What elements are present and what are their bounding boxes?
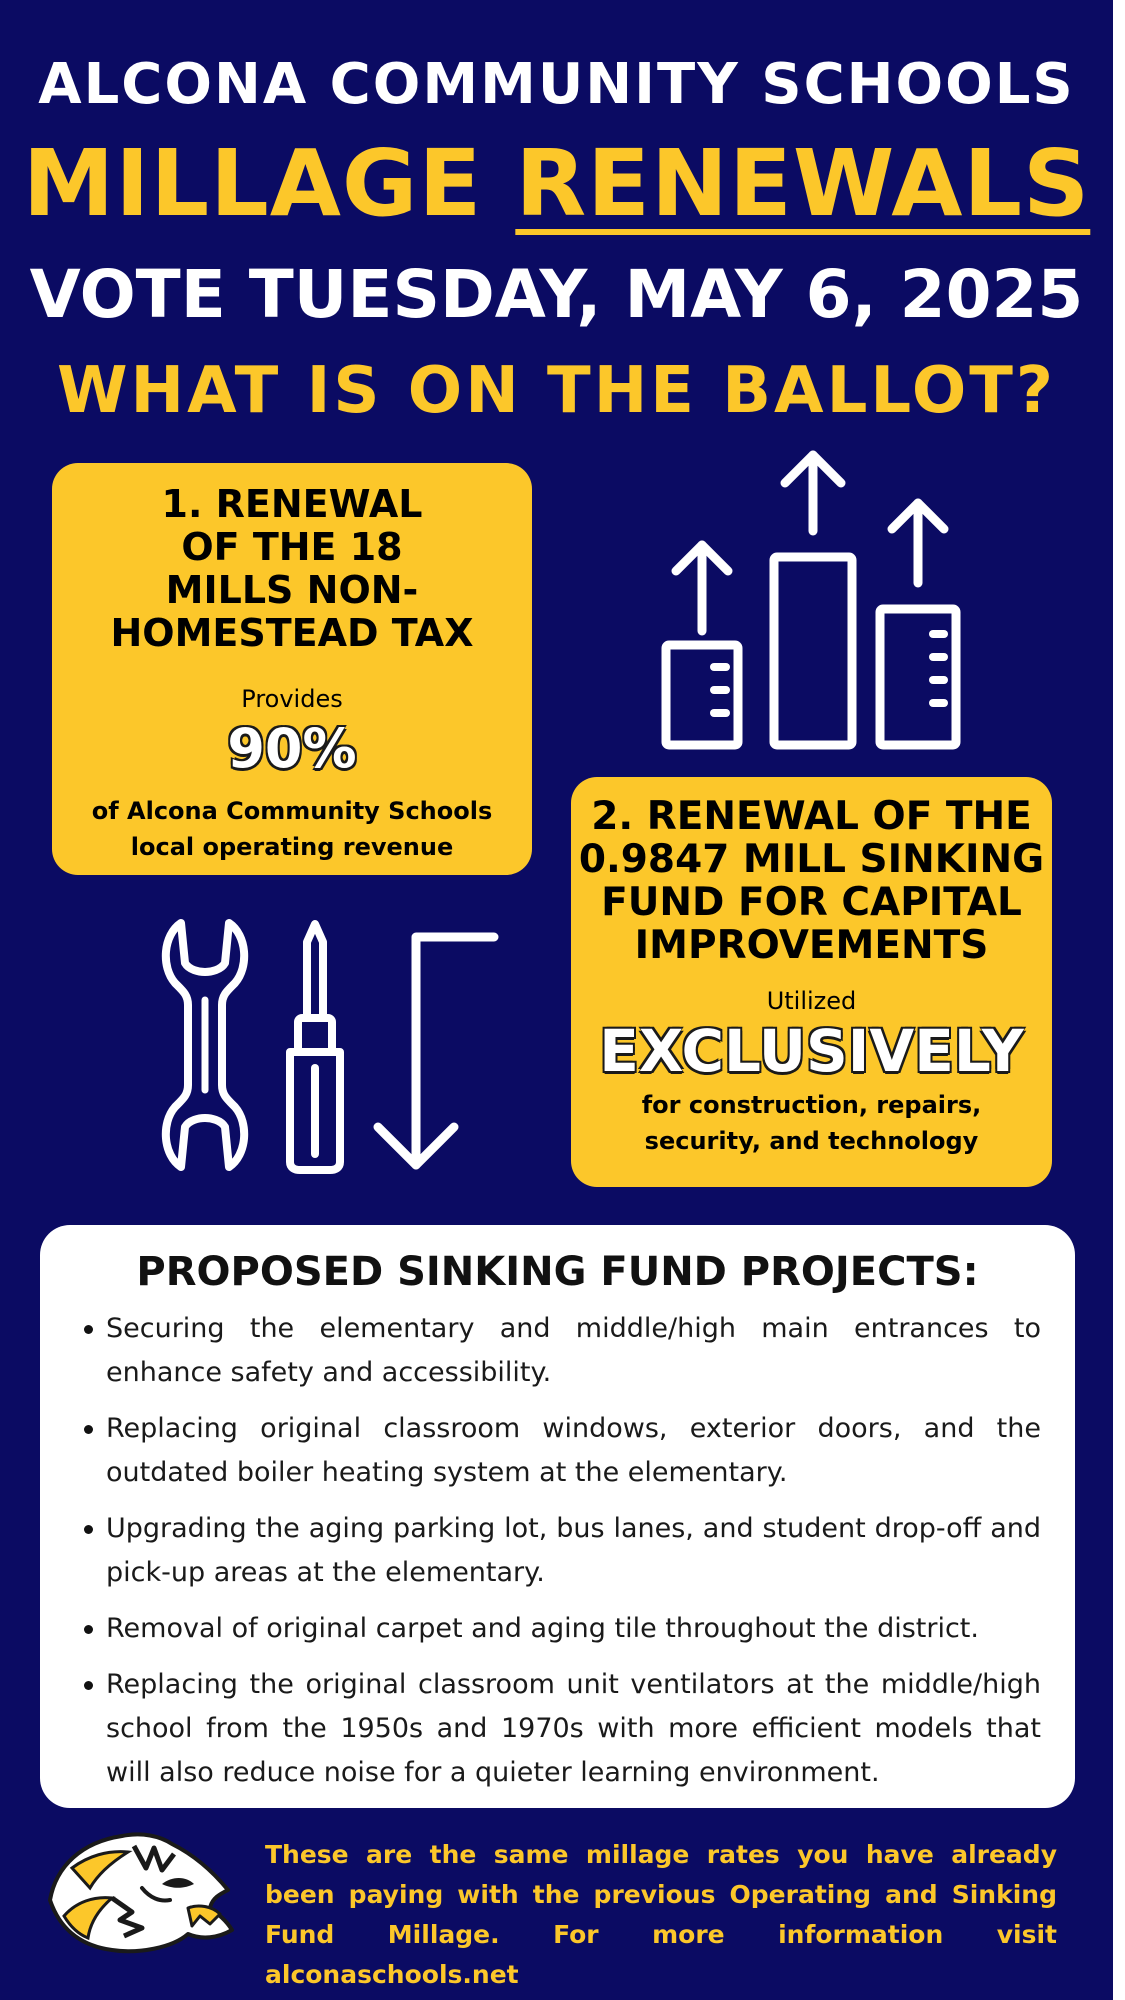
renewal1-desc-line: local operating revenue: [130, 833, 454, 861]
title-millage: MILLAGE: [22, 130, 483, 237]
renewal1-title-line: HOMESTEAD TAX: [110, 611, 474, 655]
renewal1-title-line: MILLS NON-: [165, 568, 419, 612]
renewal1-card: [52, 463, 532, 875]
renewal1-desc: [52, 793, 532, 865]
renewal2-desc-line: security, and technology: [644, 1127, 979, 1155]
renewal1-desc-line: of Alcona Community Schools: [91, 797, 493, 825]
renewal2-desc-line: for construction, repairs,: [641, 1091, 982, 1119]
projects-card: [40, 1225, 1075, 1808]
renewal2-title-line: IMPROVEMENTS: [634, 923, 989, 968]
renewal2-card: [571, 777, 1052, 1187]
vote-date: VOTE TUESDAY, MAY 6, 2025: [29, 256, 1084, 333]
renewal2-title: [571, 795, 1052, 967]
page-edge: [1113, 0, 1125, 2000]
renewal1-title-line: 1. RENEWAL: [161, 482, 423, 526]
wrench-icon: [155, 915, 255, 1175]
project-item: Removal of original carpet and aging tile throughout the district.: [106, 1607, 1041, 1651]
title-renewals: RENEWALS: [515, 130, 1091, 237]
renewal2-title-line: 0.9847 MILL SINKING: [578, 837, 1045, 882]
tiger-mascot-icon: [42, 1828, 242, 1958]
renewal1-title: [52, 483, 532, 655]
renewal1-title-line: OF THE 18: [181, 525, 403, 569]
ballot-question: WHAT IS ON THE BALLOT?: [56, 354, 1057, 428]
projects-list: [106, 1307, 1041, 1807]
bar-chart-up-arrows-icon: [650, 445, 970, 755]
project-item: Replacing the original classroom unit ventilators at the middle/high school from the 1950s and 1970s with more efficient models that will also reduce noise for a quieter learning environment.: [106, 1663, 1041, 1795]
renewal2-title-line: FUND FOR CAPITAL: [601, 880, 1022, 925]
renewal2-utilized: Utilized: [766, 987, 857, 1015]
renewal2-desc: [571, 1087, 1052, 1159]
renewal2-title-line: 2. RENEWAL OF THE: [591, 794, 1032, 839]
renewal1-percent: 90%: [227, 717, 357, 780]
footer-note: These are the same millage rates you have already been paying with the previous Operating and Sinking Fund Millage. For more information visit alconaschools.net: [265, 1840, 1057, 1989]
projects-title: PROPOSED SINKING FUND PROJECTS:: [136, 1249, 979, 1295]
down-arrow-icon: [370, 925, 500, 1180]
project-item: Upgrading the aging parking lot, bus lanes, and student drop-off and pick-up areas at the elementary.: [106, 1507, 1041, 1595]
project-item: Replacing original classroom windows, exterior doors, and the outdated boiler heating system at the elementary.: [106, 1407, 1041, 1495]
renewal1-provides: Provides: [241, 685, 343, 713]
renewal2-exclusively: EXCLUSIVELY: [599, 1017, 1024, 1085]
school-name: ALCONA COMMUNITY SCHOOLS: [38, 52, 1075, 117]
screwdriver-icon: [280, 918, 350, 1174]
project-item: Securing the elementary and middle/high main entrances to enhance safety and accessibility.: [106, 1307, 1041, 1395]
main-title: [0, 130, 1113, 237]
